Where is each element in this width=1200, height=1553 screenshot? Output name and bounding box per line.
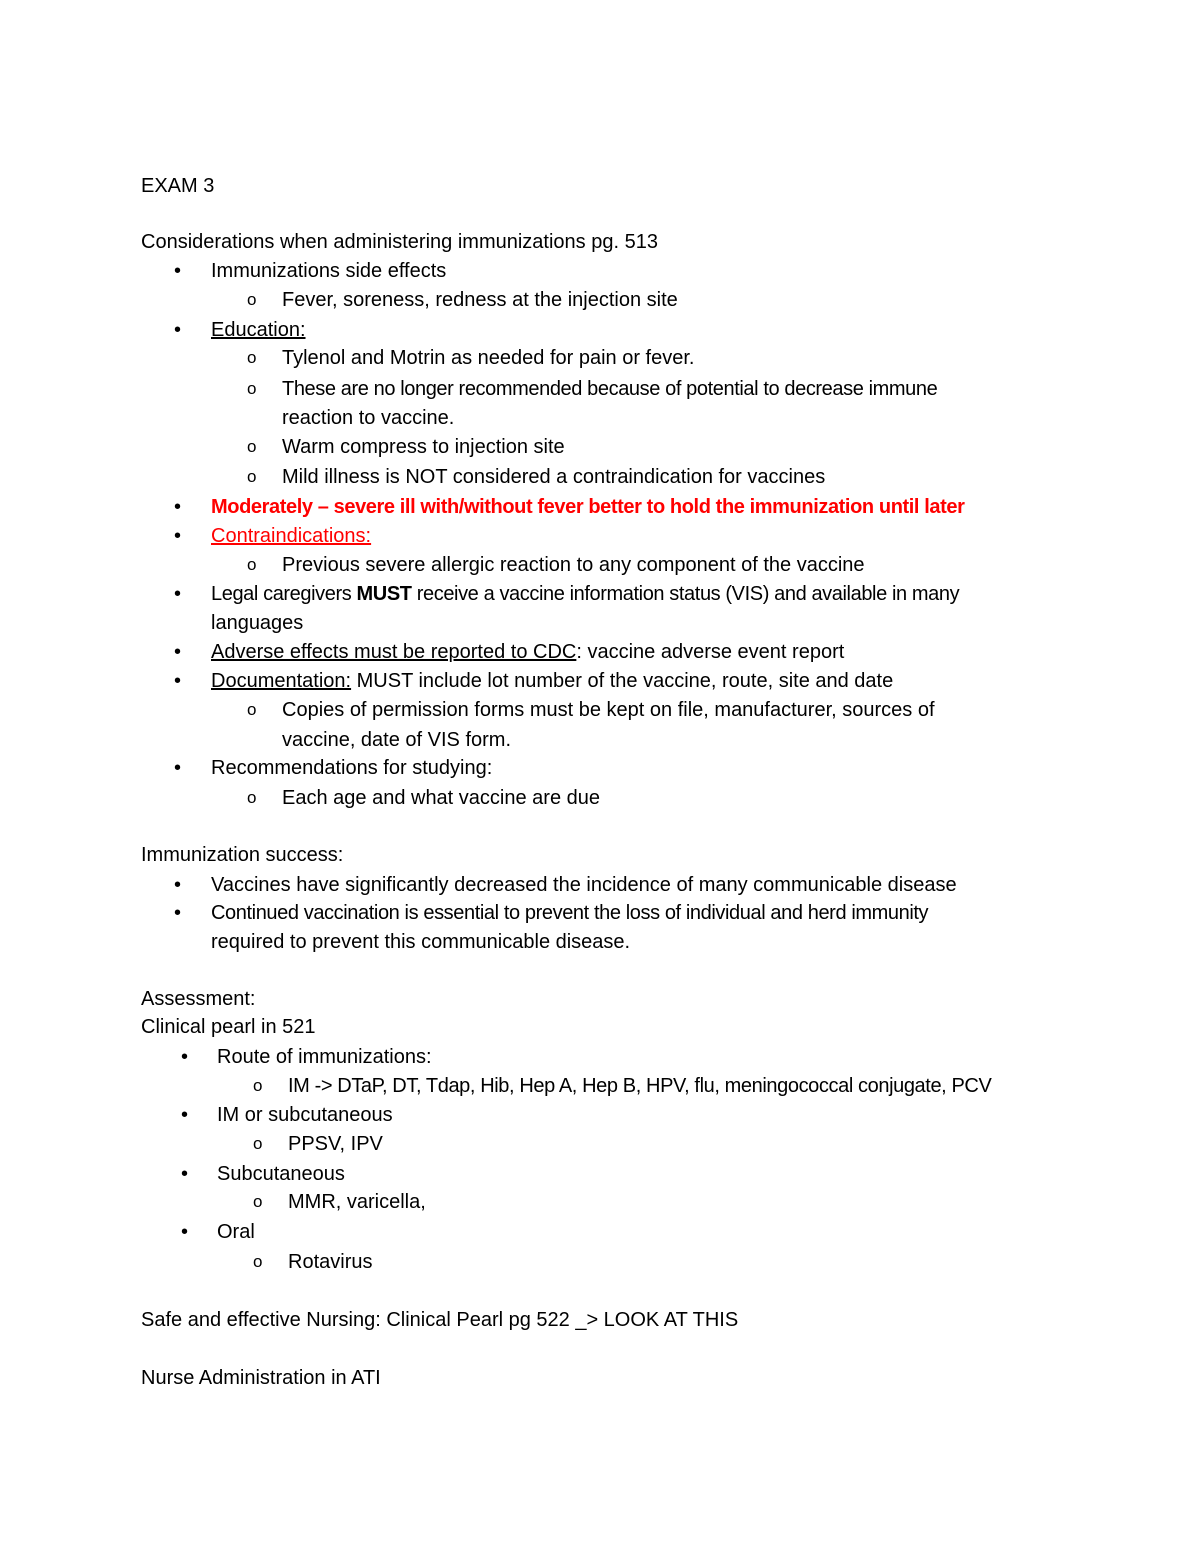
list-item-continued-vaccination: Continued vaccination is essential to prevent the loss of individual and herd immunity [211, 902, 929, 924]
sub-bullet-marker: o [253, 1192, 263, 1211]
text-run-underlined: Adverse effects must be reported to CDC [211, 641, 577, 663]
bullet-marker: • [174, 902, 182, 924]
bullet-marker: • [174, 874, 182, 896]
list-item-contraindications: Contraindications: [211, 525, 372, 547]
section-heading-immunization-success: Immunization success: [141, 844, 344, 866]
sub-bullet-marker: o [247, 788, 257, 807]
list-item-allergic-reaction: Previous severe allergic reaction to any component of the vaccine [282, 554, 865, 576]
list-item-moderately-severe: Moderately – severe ill with/without fever better to hold the immunization until later [211, 496, 965, 518]
list-item-education: Education: [211, 319, 306, 341]
sub-bullet-marker: o [247, 290, 257, 309]
bullet-marker: • [174, 525, 182, 547]
list-item-mild-illness: Mild illness is NOT considered a contraindication for vaccines [282, 466, 826, 488]
list-item-vaccines-decreased: Vaccines have significantly decreased the incidence of many communicable disease [211, 874, 957, 896]
section-heading-assessment: Assessment: [141, 988, 256, 1010]
list-item-each-age: Each age and what vaccine are due [282, 787, 600, 809]
list-item-recommendations: Recommendations for studying: [211, 757, 493, 779]
sub-bullet-marker: o [247, 348, 257, 367]
paragraph-nurse-administration: Nurse Administration in ATI [141, 1367, 381, 1389]
text-run: Legal caregivers [211, 583, 357, 605]
text-run-underlined: Documentation: [211, 670, 352, 692]
list-item-no-longer-recommended-cont: reaction to vaccine. [282, 407, 455, 429]
list-item-tylenol: Tylenol and Motrin as needed for pain or fever. [282, 347, 695, 369]
list-item-side-effects: Immunizations side effects [211, 260, 447, 282]
page-title: EXAM 3 [141, 175, 215, 197]
list-item-subcutaneous: Subcutaneous [217, 1163, 345, 1185]
text-run: MUST include lot number of the vaccine, route, site and date [351, 670, 894, 692]
list-item-im-or-subcutaneous: IM or subcutaneous [217, 1104, 393, 1126]
sub-bullet-marker: o [253, 1076, 263, 1095]
bullet-marker: • [174, 583, 182, 605]
subheading-clinical-pearl: Clinical pearl in 521 [141, 1016, 316, 1038]
bullet-marker: • [181, 1163, 189, 1185]
sub-bullet-marker: o [247, 555, 257, 574]
bullet-marker: • [181, 1221, 189, 1243]
bullet-marker: • [181, 1046, 189, 1068]
bullet-marker: • [174, 260, 182, 282]
list-item-fever: Fever, soreness, redness at the injection site [282, 289, 678, 311]
bullet-marker: • [174, 670, 182, 692]
bullet-marker: • [174, 319, 182, 341]
sub-bullet-marker: o [247, 467, 257, 486]
bullet-marker: • [174, 757, 182, 779]
list-item-documentation [211, 669, 893, 693]
sub-bullet-marker: o [247, 379, 257, 398]
bullet-marker: • [181, 1104, 189, 1126]
section-heading-considerations: Considerations when administering immunizations pg. 513 [141, 231, 658, 253]
text-run: receive a vaccine information status (VIS) and available in many [411, 583, 960, 605]
bullet-marker: • [174, 641, 182, 663]
list-item-im-vaccines: IM -> DTaP, DT, Tdap, Hib, Hep A, Hep B, HPV, flu, meningococcal conjugate, PCV [288, 1075, 992, 1097]
list-item-mmr-varicella: MMR, varicella, [288, 1191, 426, 1213]
sub-bullet-marker: o [253, 1252, 263, 1271]
list-item-copies-permission-cont: vaccine, date of VIS form. [282, 729, 511, 751]
list-item-ppsv-ipv: PPSV, IPV [288, 1133, 383, 1155]
list-item-warm-compress: Warm compress to injection site [282, 436, 565, 458]
list-item-continued-vaccination-cont: required to prevent this communicable disease. [211, 931, 631, 953]
list-item-legal-caregivers [211, 582, 959, 606]
paragraph-safe-effective-nursing: Safe and effective Nursing: Clinical Pearl pg 522 _> LOOK AT THIS [141, 1309, 739, 1331]
text-run: : vaccine adverse event report [576, 641, 845, 663]
sub-bullet-marker: o [253, 1134, 263, 1153]
bullet-marker: • [174, 496, 182, 518]
list-item-oral: Oral [217, 1221, 255, 1243]
list-item-rotavirus: Rotavirus [288, 1251, 373, 1273]
list-item-legal-caregivers-cont: languages [211, 612, 304, 634]
list-item-route: Route of immunizations: [217, 1046, 432, 1068]
list-item-copies-permission: Copies of permission forms must be kept on file, manufacturer, sources of [282, 699, 935, 721]
list-item-no-longer-recommended: These are no longer recommended because of potential to decrease immune [282, 378, 938, 400]
text-run-bold: MUST [356, 583, 412, 605]
sub-bullet-marker: o [247, 437, 257, 456]
sub-bullet-marker: o [247, 700, 257, 719]
list-item-adverse-effects [211, 640, 844, 664]
